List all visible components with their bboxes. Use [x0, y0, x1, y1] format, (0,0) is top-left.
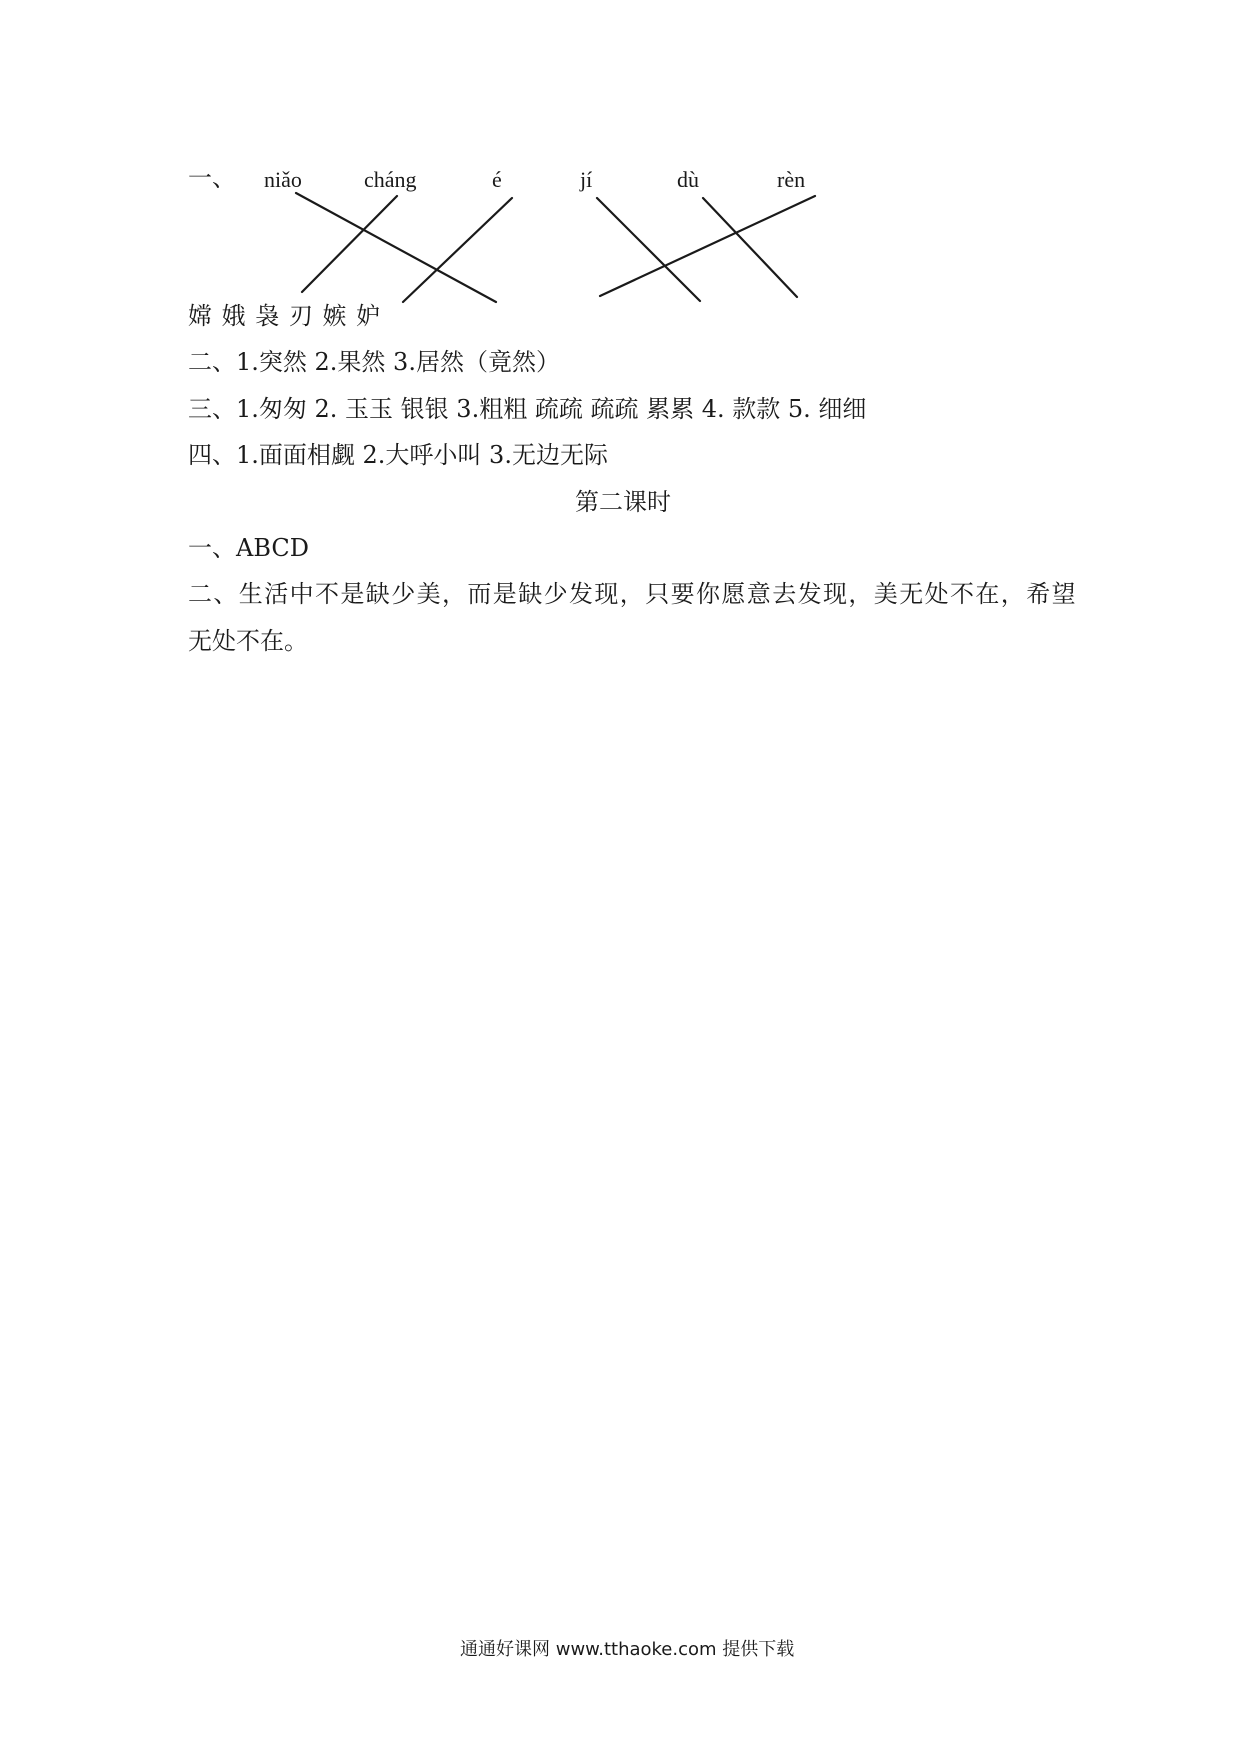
lesson2-q2-line2: 无处不在。 [188, 627, 308, 655]
match-line-chang [302, 196, 397, 292]
matching-lines [0, 0, 1240, 340]
pinyin-1: niǎo [264, 167, 302, 192]
footer-download-note: 通通好课网 www.tthaoke.com 提供下载 [460, 1639, 795, 1660]
match-line-e [403, 198, 512, 302]
pinyin-3: é [492, 167, 502, 192]
match-line-du [703, 198, 797, 297]
characters-row: 嫦 娥 袅 刃 嫉 妒 [188, 302, 382, 330]
match-line-niao [296, 193, 496, 302]
section3-line: 三、1.匆匆 2. 玉玉 银银 3.粗粗 疏疏 疏疏 累累 4. 款款 5. 细细 [188, 395, 867, 423]
lesson2-title: 第二课时 [575, 488, 671, 516]
pinyin-5: dù [677, 167, 699, 192]
section4-line: 四、1.面面相觑 2.大呼小叫 3.无边无际 [188, 441, 608, 469]
pinyin-4: jí [580, 167, 593, 192]
section2-line: 二、1.突然 2.果然 3.居然（竟然） [188, 348, 560, 376]
section1-marker: 一、 [188, 164, 236, 192]
pinyin-6: rèn [777, 167, 806, 192]
match-line-ji [597, 198, 700, 301]
lesson2-q1: 一、ABCD [188, 534, 310, 562]
pinyin-2: cháng [364, 167, 417, 192]
lesson2-q2-line1: 二、生活中不是缺少美，而是缺少发现，只要你愿意去发现，美无处不在，希望 [188, 580, 1077, 608]
